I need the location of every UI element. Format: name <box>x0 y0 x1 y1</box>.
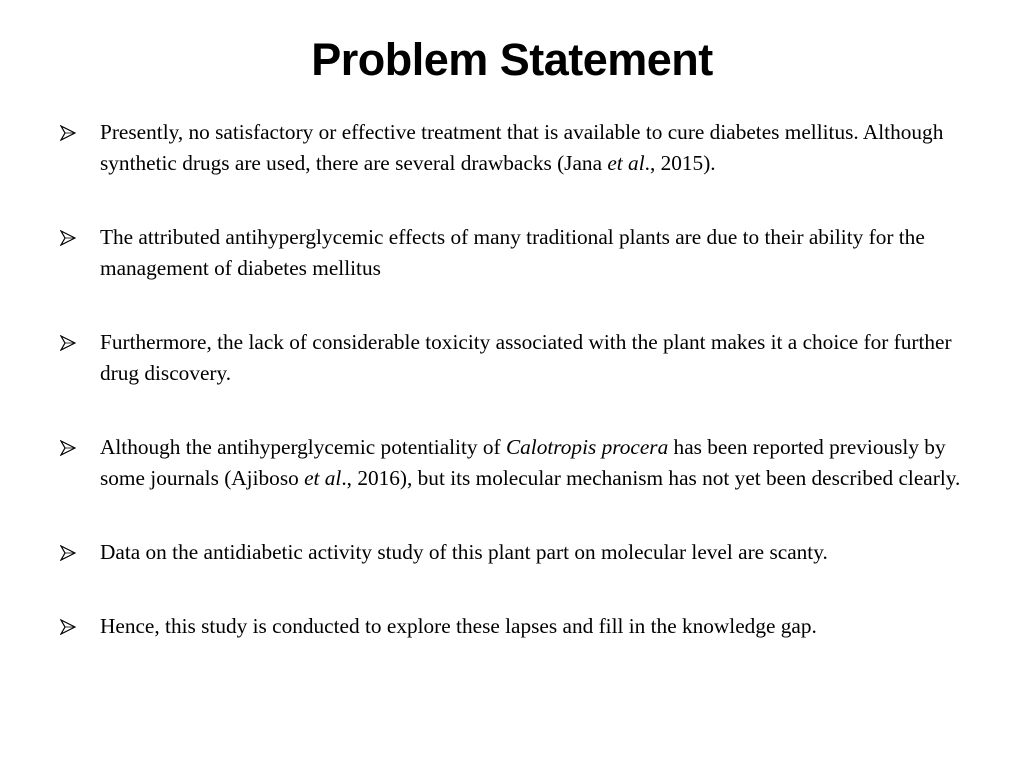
text-run: The attributed antihyperglycemic effects of many traditional plants are due to their ability for the management of diabetes mellitus <box>100 225 925 280</box>
bullet-item <box>60 537 980 568</box>
text-run: ., 2015). <box>644 151 716 175</box>
arrowhead-bullet-icon <box>60 335 76 351</box>
arrowhead-bullet-icon <box>60 440 76 456</box>
arrowhead-bullet-icon <box>60 619 76 635</box>
bullet-text <box>100 225 925 280</box>
arrowhead-bullet-icon <box>60 125 76 141</box>
bullet-text <box>100 435 960 490</box>
slide-title: Problem Statement <box>311 34 713 85</box>
bullet-text <box>100 330 952 385</box>
text-run: Hence, this study is conducted to explore these lapses and fill in the knowledge gap. <box>100 614 817 638</box>
arrowhead-bullet-icon <box>60 545 76 561</box>
bullet-item <box>60 222 980 284</box>
bullet-text <box>100 120 943 175</box>
bullet-text <box>100 540 828 564</box>
text-run: Data on the antidiabetic activity study of this plant part on molecular level are scanty. <box>100 540 828 564</box>
text-run: ., 2016), but its molecular mechanism has not yet been described clearly. <box>341 466 961 490</box>
text-run: has been reported previously by some journals (Ajiboso <box>100 435 946 490</box>
bullet-item <box>60 327 980 389</box>
bullet-item <box>60 432 980 494</box>
bullet-list <box>60 117 980 642</box>
italic-text: Calotropis procera <box>505 435 669 459</box>
italic-text: et al <box>607 151 645 175</box>
text-run: Furthermore, the lack of considerable toxicity associated with the plant makes it a choice for further drug discovery. <box>100 330 952 385</box>
arrowhead-bullet-icon <box>60 230 76 246</box>
text-run: Although the antihyperglycemic potentiality of <box>100 435 506 459</box>
bullet-item <box>60 611 980 642</box>
bullet-item <box>60 117 980 179</box>
bullet-text <box>100 614 817 638</box>
text-run: Presently, no satisfactory or effective treatment that is available to cure diabetes mellitus. Although synthetic drugs are used, there are several drawbacks (Jana <box>100 120 944 175</box>
italic-text: et al <box>304 466 342 490</box>
